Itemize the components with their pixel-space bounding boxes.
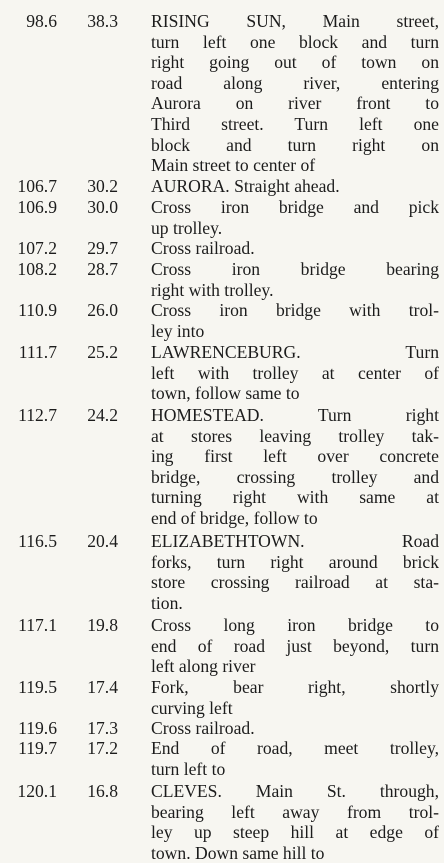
mileage-to: 16.8	[87, 781, 118, 801]
route-direction	[151, 300, 439, 341]
direction-line: end of bridge, follow to	[151, 507, 318, 528]
route-direction	[151, 677, 439, 718]
route-direction	[151, 197, 439, 238]
mileage-from: 108.2	[17, 259, 57, 279]
mileage-to: 20.4	[87, 531, 118, 551]
route-direction	[151, 405, 439, 529]
direction-line: road along river, entering	[151, 72, 439, 93]
mileage-from: 117.1	[18, 615, 57, 635]
direction-line: LAWRENCEBURG. Turn	[151, 342, 439, 362]
mileage-from: 119.6	[18, 718, 57, 738]
direction-line: Aurora on river front to	[151, 93, 439, 114]
direction-line: RISING SUN, Main street,	[151, 11, 439, 31]
direction-line: ELIZABETHTOWN. Road	[151, 531, 439, 551]
direction-line: AURORA. Straight ahead.	[151, 176, 340, 196]
mileage-from: 98.6	[26, 11, 57, 31]
mileage-to: 24.2	[87, 405, 118, 425]
route-direction	[151, 342, 439, 404]
route-direction	[151, 531, 439, 613]
direction-line: Fork, bear right, shortly	[151, 677, 439, 697]
direction-line: left with trolley at center of	[151, 362, 439, 383]
mileage-to: 17.2	[87, 738, 118, 758]
direction-line: curving left	[151, 697, 233, 718]
direction-line: up trolley.	[151, 217, 223, 238]
route-direction	[151, 615, 439, 677]
mileage-to: 26.0	[87, 300, 118, 320]
mileage-to: 28.7	[87, 259, 118, 279]
direction-line: turning right with same at	[151, 487, 439, 508]
direction-line: Cross long iron bridge to	[151, 615, 439, 635]
direction-line: Cross railroad.	[151, 238, 255, 258]
mileage-to: 29.7	[87, 238, 118, 258]
mileage-to: 38.3	[87, 11, 118, 31]
direction-line: ing first left over concrete	[151, 446, 439, 467]
direction-line: Main street to center of	[151, 155, 316, 176]
direction-line: town. Down same hill to	[151, 842, 325, 863]
direction-line: end of road just beyond, turn	[151, 635, 439, 656]
mileage-to: 25.2	[87, 342, 118, 362]
direction-line: Third street. Turn left one	[151, 113, 439, 134]
direction-line: End of road, meet trolley,	[151, 738, 439, 758]
mileage-to: 17.4	[87, 677, 118, 697]
route-direction	[151, 738, 439, 779]
route-direction	[151, 238, 439, 259]
mileage-from: 119.7	[18, 738, 57, 758]
mileage-from: 111.7	[18, 342, 57, 362]
direction-line: HOMESTEAD. Turn right	[151, 405, 439, 425]
mileage-from: 112.7	[18, 405, 57, 425]
direction-line: right going out of town on	[151, 52, 439, 73]
direction-line: CLEVES. Main St. through,	[151, 781, 439, 801]
route-direction	[151, 259, 439, 300]
direction-line: forks, turn right around brick	[151, 551, 439, 572]
mileage-from: 110.9	[18, 300, 57, 320]
direction-line: Cross iron bridge and pick	[151, 197, 439, 217]
direction-line: tion.	[151, 592, 183, 613]
direction-line: block and turn right on	[151, 134, 439, 155]
direction-line: Cross iron bridge with trol-	[151, 300, 439, 320]
direction-line: at stores leaving trolley tak-	[151, 425, 439, 446]
mileage-to: 17.3	[87, 718, 118, 738]
direction-line: ley up steep hill at edge of	[151, 822, 439, 843]
direction-line: left along river	[151, 656, 256, 677]
mileage-to: 30.2	[87, 176, 118, 196]
direction-line: bridge, crossing trolley and	[151, 466, 439, 487]
mileage-to: 30.0	[87, 197, 118, 217]
route-direction	[151, 176, 439, 197]
direction-line: ley into	[151, 320, 205, 341]
direction-line: right with trolley.	[151, 279, 274, 300]
direction-line: turn left to	[151, 758, 226, 779]
mileage-from: 119.5	[18, 677, 57, 697]
mileage-from: 107.2	[17, 238, 57, 258]
direction-line: Cross iron bridge bearing	[151, 259, 439, 279]
route-direction	[151, 718, 439, 739]
mileage-from: 106.7	[17, 176, 57, 196]
route-direction	[151, 781, 439, 863]
direction-line: bearing left away from trol-	[151, 801, 439, 822]
mileage-from: 120.1	[17, 781, 57, 801]
direction-line: turn left one block and turn	[151, 31, 439, 52]
mileage-from: 106.9	[17, 197, 57, 217]
mileage-to: 19.8	[87, 615, 118, 635]
route-direction	[151, 11, 439, 176]
direction-line: town, follow same to	[151, 383, 300, 404]
direction-line: store crossing railroad at sta-	[151, 572, 439, 593]
direction-line: Cross railroad.	[151, 718, 255, 738]
mileage-from: 116.5	[18, 531, 57, 551]
